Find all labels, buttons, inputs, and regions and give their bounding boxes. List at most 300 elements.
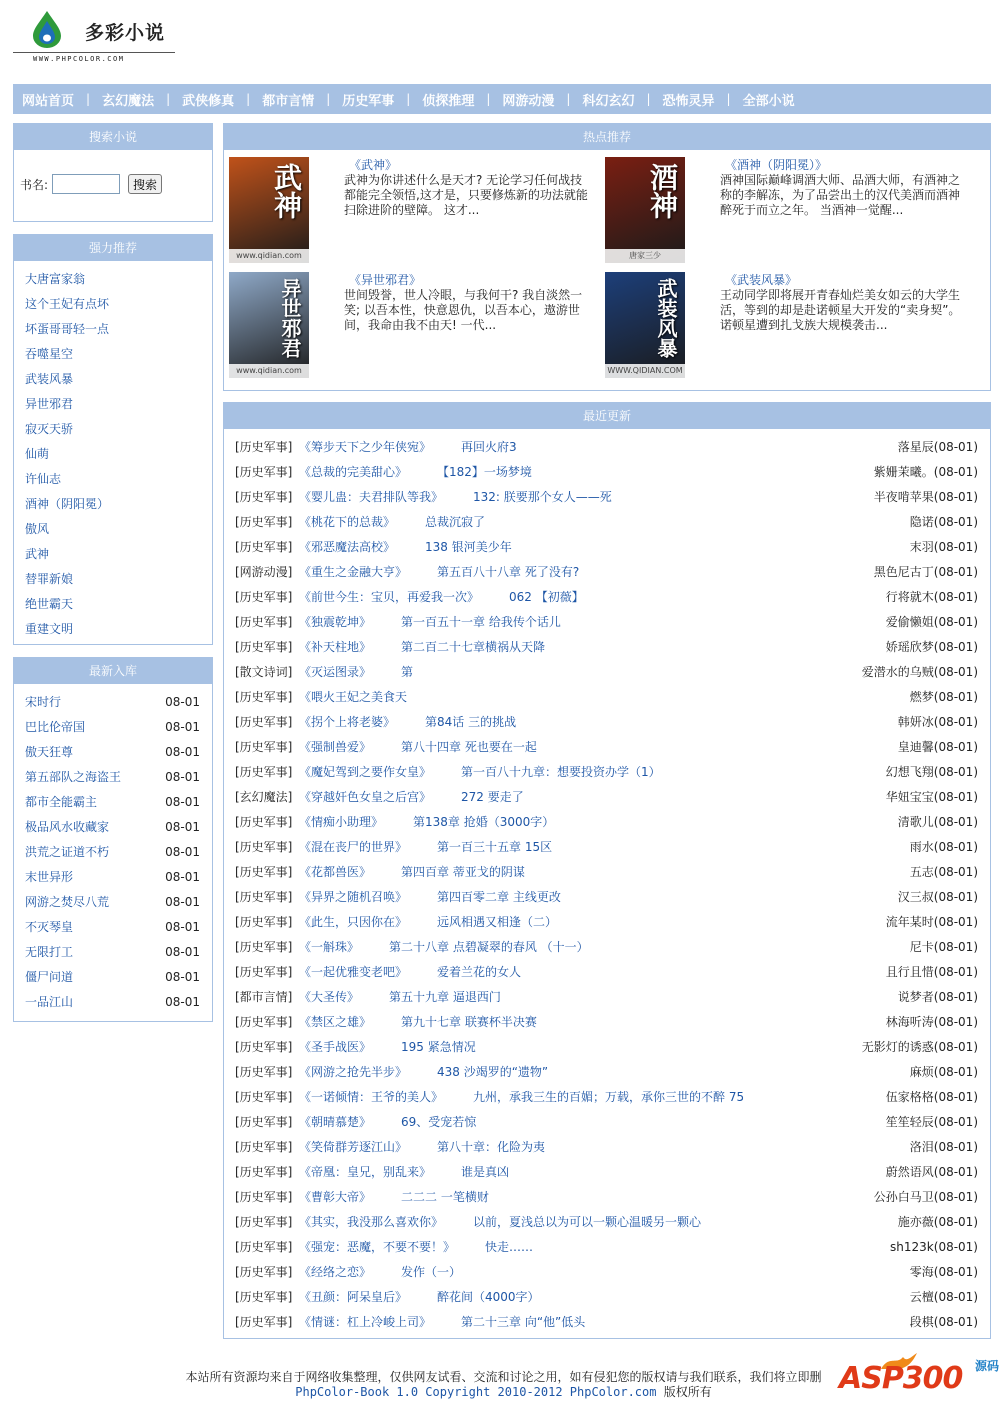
update-author: 说梦者(08-01) — [897, 990, 978, 1004]
update-author: 半夜啃苹果(08-01) — [873, 490, 978, 504]
latest-list — [14, 684, 212, 1015]
table-row — [224, 1035, 990, 1060]
update-chapter-link[interactable]: 第一百五十一章 给我传个话儿 — [401, 615, 561, 629]
nav-item-9[interactable]: 全部小说 — [742, 93, 795, 109]
table-row — [224, 835, 990, 860]
update-book-link[interactable]: 《情谜：杠上冷峻上司》 — [299, 1315, 432, 1329]
table-row — [224, 785, 990, 810]
list-item — [25, 292, 212, 317]
recommend-book-link[interactable]: 吞噬星空 — [25, 347, 74, 361]
footer-disclaimer: 本站所有资源均来自于网络收集整理，仅供网友试看、交流和讨论之用，如有侵犯您的版权请与我们联系，我们将立即删 — [185, 1370, 822, 1384]
update-book-link[interactable]: 《情痴小助理》 — [299, 815, 384, 829]
latest-book-link[interactable]: 极品风水收藏家 — [25, 820, 110, 834]
update-book-link[interactable]: 《筹步天下之少年侠宛》 — [299, 440, 432, 454]
update-author: 爱潜水的乌贼(08-01) — [861, 665, 978, 679]
update-book-link[interactable]: 《其实，我没那么喜欢你》 — [299, 1215, 444, 1229]
table-row — [224, 935, 990, 960]
recommend-book-link[interactable]: 坏蛋哥哥轻一点 — [25, 322, 110, 336]
update-book-link[interactable]: 《圣手战医》 — [299, 1040, 372, 1054]
latest-book-link[interactable]: 不灭琴皇 — [25, 920, 74, 934]
update-author: 施亦薇(08-01) — [897, 1215, 978, 1229]
table-row — [224, 910, 990, 935]
update-author: 公孙白马卫(08-01) — [873, 1190, 978, 1204]
update-book-link[interactable]: 《笑倚群芳逐江山》 — [299, 1140, 408, 1154]
update-author: 黑色尼古丁(08-01) — [873, 565, 978, 579]
table-row — [224, 1110, 990, 1135]
table-row — [224, 1310, 990, 1335]
update-book-link[interactable]: 《婴儿蛊：夫君排队等我》 — [299, 490, 444, 504]
list-item — [25, 517, 212, 542]
cover-tag: www.qidian.com — [229, 249, 309, 263]
hot-book-desc: 武神为你讲述什么是天才? 无论学习任何战技都能完全领悟,这才是，只要修炼新的功法就能扫除进阶的壁障。 这才... — [344, 173, 588, 217]
latest-book-date: 08-01 — [165, 995, 200, 1009]
update-chapter-link[interactable]: 69、受宠若惊 — [401, 1115, 477, 1129]
table-row — [224, 1010, 990, 1035]
nav-separator: | — [246, 92, 251, 106]
update-category: [历史军事] — [235, 1140, 293, 1154]
update-chapter-link[interactable]: 195 紧急情况 — [401, 1040, 476, 1054]
update-category: [历史军事] — [235, 1265, 293, 1279]
list-item — [25, 865, 212, 890]
list-item — [25, 417, 212, 442]
table-row — [224, 1210, 990, 1235]
table-row — [224, 460, 990, 485]
update-book-link[interactable]: 《魔妃驾到之要作女皇》 — [299, 765, 432, 779]
update-book-link[interactable]: 《禁区之雄》 — [299, 1015, 372, 1029]
update-author: 无影灯的诱惑(08-01) — [861, 1040, 978, 1054]
recommend-book-link[interactable]: 傲风 — [25, 522, 50, 536]
latest-book-link[interactable]: 僵尸问道 — [25, 970, 74, 984]
list-item — [25, 790, 212, 815]
update-book-link[interactable]: 《丑颜：阿呆皇后》 — [299, 1290, 408, 1304]
update-chapter-link[interactable]: 132: 朕要那个女人——死 — [473, 490, 612, 504]
update-chapter-link[interactable]: 二二二 一笔横财 — [401, 1190, 489, 1204]
list-item — [25, 467, 212, 492]
table-row — [224, 1260, 990, 1285]
recommend-list — [14, 261, 212, 642]
cover-tag: www.qidian.com — [229, 364, 309, 378]
update-chapter-link[interactable]: 438 沙竭罗的“遗物” — [437, 1065, 549, 1079]
list-item — [25, 890, 212, 915]
update-book-link[interactable]: 《穿越奸色女皇之后宫》 — [299, 790, 432, 804]
watermark-cn: 源码 — [974, 1359, 999, 1373]
update-category: [历史军事] — [235, 890, 293, 904]
cover-title: 武装风暴 — [654, 278, 678, 358]
list-item — [25, 715, 212, 740]
latest-book-date: 08-01 — [165, 845, 200, 859]
update-book-link[interactable]: 《邪恶魔法高校》 — [299, 540, 396, 554]
latest-book-link[interactable]: 无限打工 — [25, 945, 74, 959]
latest-book-date: 08-01 — [165, 870, 200, 884]
list-item — [25, 592, 212, 617]
table-row — [224, 1160, 990, 1185]
cover-tag: 唐家三少 — [605, 249, 685, 263]
update-category: [网游动漫] — [235, 565, 293, 579]
latest-book-link[interactable]: 末世异形 — [25, 870, 74, 884]
list-item — [25, 617, 212, 642]
recommend-book-link[interactable]: 大唐富家翁 — [25, 272, 86, 286]
site-name: 多彩小说 — [85, 22, 166, 44]
list-item — [25, 542, 212, 567]
hot-panel — [223, 123, 991, 391]
update-chapter-link[interactable]: 第一百三十五章 15区 — [437, 840, 553, 854]
hot-book-title[interactable]: 《酒神（阴阳冕）》 — [725, 158, 828, 172]
nav-separator: | — [406, 92, 411, 106]
hot-item-text — [344, 158, 594, 218]
table-row — [224, 560, 990, 585]
latest-book-date: 08-01 — [165, 720, 200, 734]
latest-book-link[interactable]: 网游之焚尽八荒 — [25, 895, 110, 909]
book-cover-image[interactable] — [605, 272, 685, 378]
update-chapter-link[interactable]: 第二十八章 点碧凝翠的春风 （十一） — [389, 940, 589, 954]
update-category: [历史军事] — [235, 1040, 293, 1054]
nav-separator: | — [726, 92, 731, 106]
update-book-link[interactable]: 《强宠：恶魔，不要不要！》 — [299, 1240, 456, 1254]
hot-item — [224, 269, 600, 379]
update-category: [历史军事] — [235, 615, 293, 629]
list-item — [25, 940, 212, 965]
copyright-link[interactable]: PhpColor-Book 1.0 Copyright 2010-2012 PhpColor.com — [295, 1385, 657, 1399]
recommend-book-link[interactable]: 绝世霸天 — [25, 597, 74, 611]
update-author: 五志(08-01) — [909, 865, 978, 879]
update-author: 娇瑶欣梦(08-01) — [885, 640, 978, 654]
update-chapter-link[interactable]: 062 【初薇】 — [509, 590, 584, 604]
list-item — [25, 915, 212, 940]
table-row — [224, 1285, 990, 1310]
update-book-link[interactable]: 《总裁的完美甜心》 — [299, 465, 408, 479]
search-panel-title: 搜索小说 — [14, 124, 212, 150]
update-category: [历史军事] — [235, 940, 293, 954]
latest-book-date: 08-01 — [165, 795, 200, 809]
update-chapter-link[interactable]: 醉花间（4000字） — [437, 1290, 540, 1304]
update-category: [都市言情] — [235, 990, 293, 1004]
update-chapter-link[interactable]: 爱着兰花的女人 — [437, 965, 522, 979]
list-item — [25, 765, 212, 790]
update-book-link[interactable]: 《大圣传》 — [299, 990, 360, 1004]
nav-item-1[interactable]: 玄幻魔法 — [102, 93, 155, 109]
latest-book-date: 08-01 — [165, 770, 200, 784]
hot-item — [600, 154, 976, 264]
update-category: [历史军事] — [235, 1190, 293, 1204]
update-author: 蔚然语风(08-01) — [885, 1165, 978, 1179]
update-book-link[interactable]: 《一起优雅变老吧》 — [299, 965, 408, 979]
table-row — [224, 510, 990, 535]
update-book-link[interactable]: 《帝凰：皇兄，别乱来》 — [299, 1165, 432, 1179]
update-category: [历史军事] — [235, 840, 293, 854]
update-chapter-link[interactable]: 第二十三章 向“他”低头 — [461, 1315, 586, 1329]
list-item — [25, 492, 212, 517]
update-category: [历史军事] — [235, 690, 293, 704]
update-chapter-link[interactable]: 第九十七章 联赛杯半决赛 — [401, 1015, 537, 1029]
update-chapter-link[interactable]: 第 — [401, 665, 414, 679]
update-chapter-link[interactable]: 再回火府3 — [461, 440, 517, 454]
update-category: [历史军事] — [235, 440, 293, 454]
site-logo[interactable] — [13, 6, 178, 70]
update-category: [历史军事] — [235, 1165, 293, 1179]
table-row — [224, 710, 990, 735]
table-row — [224, 960, 990, 985]
update-chapter-link[interactable]: 发作（一） — [401, 1265, 462, 1279]
update-chapter-link[interactable]: 第二百二十七章横祸从天降 — [401, 640, 546, 654]
update-author: 段棋(08-01) — [909, 1315, 978, 1329]
update-book-link[interactable]: 《朝晴慕楚》 — [299, 1115, 372, 1129]
update-chapter-link[interactable]: 第一百八十九章：想要投资办学（1） — [461, 765, 661, 779]
update-book-link[interactable]: 《桃花下的总裁》 — [299, 515, 396, 529]
latest-book-date: 08-01 — [165, 920, 200, 934]
update-author: 尼卡(08-01) — [909, 940, 978, 954]
hot-book-desc: 酒神国际巅峰调酒大师、品酒大师，有酒神之称的李解冻，为了品尝出土的汉代美酒而酒神醉死于而立之年。 当酒神一觉醒... — [720, 173, 961, 217]
recommend-panel — [13, 234, 213, 645]
update-category: [历史军事] — [235, 1315, 293, 1329]
table-row — [224, 760, 990, 785]
latest-panel-title: 最新入库 — [14, 658, 212, 684]
update-category: [历史军事] — [235, 1065, 293, 1079]
hot-panel-title: 热点推荐 — [224, 124, 990, 150]
update-chapter-link[interactable]: 第五百八十八章 死了没有? — [437, 565, 580, 579]
update-chapter-link[interactable]: 第138章 抢婚（3000字） — [413, 815, 555, 829]
logo-divider — [13, 52, 175, 53]
update-category: [历史军事] — [235, 915, 293, 929]
update-book-link[interactable]: 《此生，只因你在》 — [299, 915, 408, 929]
update-book-link[interactable]: 《异界之随机召唤》 — [299, 890, 408, 904]
update-chapter-link[interactable]: 总裁沉寂了 — [425, 515, 486, 529]
list-item — [25, 690, 212, 715]
update-chapter-link[interactable]: 第84话 三的挑战 — [425, 715, 517, 729]
update-chapter-link[interactable]: 谁是真凶 — [461, 1165, 510, 1179]
update-author: sh123k(08-01) — [890, 1240, 978, 1254]
list-item — [25, 392, 212, 417]
update-author: 幻想飞翔(08-01) — [885, 765, 978, 779]
update-category: [历史军事] — [235, 965, 293, 979]
update-category: [历史军事] — [235, 740, 293, 754]
book-cover-image[interactable] — [229, 157, 309, 263]
update-category: [历史军事] — [235, 1115, 293, 1129]
site-url: WWW.PHPCOLOR.COM — [33, 55, 125, 63]
update-chapter-link[interactable]: 138 银河美少年 — [425, 540, 512, 554]
update-category: [散文诗词] — [235, 665, 293, 679]
cover-title: 异世邪君 — [278, 278, 302, 358]
update-book-link[interactable]: 《曹彰大帝》 — [299, 1190, 372, 1204]
book-cover-image[interactable] — [605, 157, 685, 263]
update-author: 林海听涛(08-01) — [885, 1015, 978, 1029]
update-author: 华妞宝宝(08-01) — [885, 790, 978, 804]
table-row — [224, 435, 990, 460]
update-book-link[interactable]: 《重生之金融大亨》 — [299, 565, 408, 579]
latest-book-link[interactable]: 洪荒之证道不朽 — [25, 845, 110, 859]
nav-item-7[interactable]: 科幻玄幻 — [582, 93, 635, 109]
update-book-link[interactable]: 《前世今生：宝贝，再爱我一次》 — [299, 590, 480, 604]
update-chapter-link[interactable]: 第四百零二章 主线更改 — [437, 890, 561, 904]
update-book-link[interactable]: 《拐个上将老婆》 — [299, 715, 396, 729]
update-chapter-link[interactable]: 远风相遇又相逢（二） — [437, 915, 558, 929]
update-author: 紫姗茉曦。(08-01) — [873, 465, 978, 479]
hot-book-desc: 世间毁誉，世人冷眼，与我何干? 我自淡然一笑; 以吾本性，快意恩仇，以吾本心，遨游世间，我命由我不由天! 一代... — [344, 288, 583, 332]
list-item — [25, 990, 212, 1015]
update-chapter-link[interactable]: 第四百章 蒂亚戈的阴谋 — [401, 865, 525, 879]
table-row — [224, 810, 990, 835]
nav-separator: | — [326, 92, 331, 106]
nav-separator: | — [566, 92, 571, 106]
table-row — [224, 1185, 990, 1210]
update-author: 麻烦(08-01) — [909, 1065, 978, 1079]
book-cover-image[interactable] — [229, 272, 309, 378]
update-category: [历史军事] — [235, 465, 293, 479]
cover-title: 酒神 — [646, 163, 679, 219]
hot-book-title[interactable]: 《异世邪君》 — [349, 273, 422, 287]
table-row — [224, 610, 990, 635]
latest-book-date: 08-01 — [165, 695, 200, 709]
update-book-link[interactable]: 《强制兽爱》 — [299, 740, 372, 754]
latest-book-link[interactable]: 巴比伦帝国 — [25, 720, 86, 734]
hot-item-text — [720, 273, 970, 333]
update-category: [历史军事] — [235, 540, 293, 554]
hot-book-title[interactable]: 《武装风暴》 — [725, 273, 798, 287]
update-book-link[interactable]: 《补天柱地》 — [299, 640, 372, 654]
recommend-book-link[interactable]: 许仙志 — [25, 472, 62, 486]
table-row — [224, 585, 990, 610]
latest-book-date: 08-01 — [165, 820, 200, 834]
update-chapter-link[interactable]: 快走…… — [485, 1240, 534, 1254]
update-category: [历史军事] — [235, 715, 293, 729]
update-chapter-link[interactable]: 九州，承我三生的百媚；万载，承你三世的不醉 75 — [473, 1090, 745, 1104]
list-item — [25, 567, 212, 592]
update-category: [历史军事] — [235, 1015, 293, 1029]
nav-item-6[interactable]: 网游动漫 — [502, 93, 555, 109]
book-name-label: 书名: — [20, 177, 49, 192]
update-author: 零海(08-01) — [909, 1265, 978, 1279]
logo-drop-icon — [29, 9, 65, 49]
list-item — [25, 367, 212, 392]
recommend-book-link[interactable]: 替罪新娘 — [25, 572, 74, 586]
update-book-link[interactable]: 《花都兽医》 — [299, 865, 372, 879]
update-category: [玄幻魔法] — [235, 790, 293, 804]
update-category: [历史军事] — [235, 1290, 293, 1304]
nav-item-8[interactable]: 恐怖灵异 — [662, 93, 715, 109]
nav-item-4[interactable]: 历史军事 — [342, 93, 395, 109]
update-chapter-link[interactable]: 以前，夏浅总以为可以一颗心温暖另一颗心 — [473, 1215, 702, 1229]
update-author: 爱偷懒姐(08-01) — [885, 615, 978, 629]
recommend-book-link[interactable]: 异世邪君 — [25, 397, 74, 411]
latest-book-date: 08-01 — [165, 970, 200, 984]
update-book-link[interactable]: 《喂火王妃之美食天 — [299, 690, 408, 704]
update-author: 且行且惜(08-01) — [885, 965, 978, 979]
table-row — [224, 685, 990, 710]
update-author: 洛泪(08-01) — [909, 1140, 978, 1154]
latest-book-link[interactable]: 一品江山 — [25, 995, 74, 1009]
list-item — [25, 442, 212, 467]
update-book-link[interactable]: 《独震乾坤》 — [299, 615, 372, 629]
update-author: 行将就木(08-01) — [885, 590, 978, 604]
table-row — [224, 660, 990, 685]
recommend-book-link[interactable]: 武神 — [25, 547, 50, 561]
update-book-link[interactable]: 《一诺倾情：王爷的美人》 — [299, 1090, 444, 1104]
update-author: 清歌儿(08-01) — [897, 815, 978, 829]
list-item — [25, 267, 212, 292]
recommend-panel-title: 强力推荐 — [14, 235, 212, 261]
table-row — [224, 535, 990, 560]
recommend-book-link[interactable]: 武装风暴 — [25, 372, 74, 386]
hot-book-title[interactable]: 《武神》 — [349, 158, 398, 172]
nav-item-0[interactable]: 网站首页 — [22, 93, 75, 109]
recommend-book-link[interactable]: 酒神（阴阳冕） — [25, 497, 110, 511]
watermark-logo — [839, 1351, 999, 1397]
watermark-text: ASP300 — [839, 1361, 963, 1396]
list-item — [25, 815, 212, 840]
update-category: [历史军事] — [235, 1090, 293, 1104]
latest-book-link[interactable]: 宋时行 — [25, 695, 62, 709]
update-category: [历史军事] — [235, 640, 293, 654]
update-book-link[interactable]: 《经络之恋》 — [299, 1265, 372, 1279]
list-item — [25, 317, 212, 342]
latest-book-link[interactable]: 都市全能霸主 — [25, 795, 98, 809]
list-item — [25, 740, 212, 765]
update-category: [历史军事] — [235, 765, 293, 779]
list-item — [25, 840, 212, 865]
list-item — [25, 965, 212, 990]
list-item — [25, 342, 212, 367]
nav-separator: | — [86, 92, 91, 106]
table-row — [224, 635, 990, 660]
update-author: 流年某时(08-01) — [885, 915, 978, 929]
update-author: 落星辰(08-01) — [897, 440, 978, 454]
nav-separator: | — [646, 92, 651, 106]
update-chapter-link[interactable]: 272 要走了 — [461, 790, 524, 804]
update-author: 伍家格格(08-01) — [885, 1090, 978, 1104]
cover-tag: WWW.QIDIAN.COM — [605, 364, 685, 378]
nav-separator: | — [166, 92, 171, 106]
book-name-input[interactable] — [52, 174, 120, 194]
table-row — [224, 735, 990, 760]
recommend-book-link[interactable]: 仙萌 — [25, 447, 50, 461]
update-chapter-link[interactable]: 【182】一场梦境 — [437, 465, 532, 479]
search-button[interactable]: 搜索 — [128, 174, 162, 194]
update-category: [历史军事] — [235, 1215, 293, 1229]
update-book-link[interactable]: 《网游之抢先半步》 — [299, 1065, 408, 1079]
latest-book-link[interactable]: 第五部队之海盗王 — [25, 770, 122, 784]
hot-book-desc: 王动同学即将展开青春灿烂美女如云的大学生活，等到的却是赴诺顿星大开发的“卖身契”。 诺顿星遭到扎戈族大规模袭击... — [720, 288, 961, 332]
nav-item-3[interactable]: 都市言情 — [262, 93, 315, 109]
update-book-link[interactable]: 《灭运图录》 — [299, 665, 372, 679]
table-row — [224, 985, 990, 1010]
recommend-book-link[interactable]: 这个王妃有点坏 — [25, 297, 110, 311]
latest-book-link[interactable]: 傲天狂尊 — [25, 745, 74, 759]
update-book-link[interactable]: 《混在丧尸的世界》 — [299, 840, 408, 854]
nav-item-5[interactable]: 侦探推理 — [422, 93, 475, 109]
hot-item-text — [720, 158, 970, 218]
update-chapter-link[interactable]: 第八十四章 死也要在一起 — [401, 740, 537, 754]
update-chapter-link[interactable]: 第五十九章 逼退西门 — [389, 990, 501, 1004]
recommend-book-link[interactable]: 重建文明 — [25, 622, 74, 636]
latest-book-date: 08-01 — [165, 895, 200, 909]
main-nav — [13, 84, 991, 114]
update-author: 笙笙轻辰(08-01) — [885, 1115, 978, 1129]
update-category: [历史军事] — [235, 1240, 293, 1254]
update-book-link[interactable]: 《一斛珠》 — [299, 940, 360, 954]
table-row — [224, 1135, 990, 1160]
update-category: [历史军事] — [235, 590, 293, 604]
recommend-book-link[interactable]: 寂灭天骄 — [25, 422, 74, 436]
hot-item — [224, 154, 600, 264]
nav-item-2[interactable]: 武侠修真 — [182, 93, 235, 109]
table-row — [224, 860, 990, 885]
update-chapter-link[interactable]: 第八十章：化险为夷 — [437, 1140, 546, 1154]
update-category: [历史军事] — [235, 490, 293, 504]
table-row — [224, 885, 990, 910]
latest-book-date: 08-01 — [165, 945, 200, 959]
latest-panel — [13, 657, 213, 1022]
update-category: [历史军事] — [235, 815, 293, 829]
update-author: 云檀(08-01) — [909, 1290, 978, 1304]
